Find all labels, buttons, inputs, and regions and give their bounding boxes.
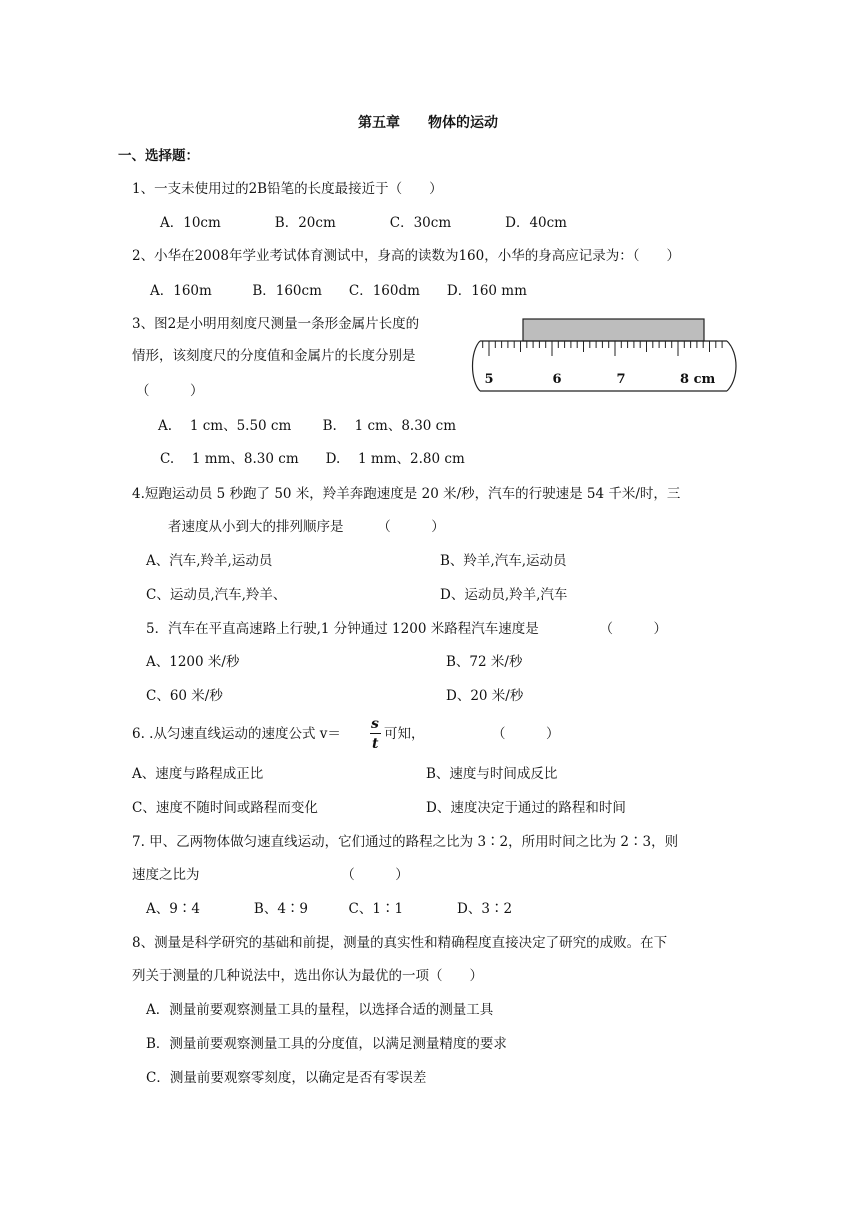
ruler-figure xyxy=(462,316,742,396)
q6-option-b: B、速度与时间成反比 xyxy=(426,766,558,782)
q4-stem-line2: 者速度从小到大的排列顺序是 （ ） xyxy=(168,519,445,535)
q4-option-d: D、运动员,羚羊,汽车 xyxy=(440,587,568,603)
page-title: 第五章 物体的运动 xyxy=(358,115,498,131)
q6-stem-before: 6. .从匀速直线运动的速度公式 v＝ xyxy=(132,726,341,742)
ruler-tick-label-6: 6 xyxy=(552,372,562,387)
q4-option-c: C、运动员,汽车,羚羊、 xyxy=(146,587,287,603)
ruler-tick-label-7: 7 xyxy=(616,372,626,387)
q4-option-a: A、汽车,羚羊,运动员 xyxy=(146,553,273,569)
ruler-tick-label-8: 8 cm xyxy=(680,372,716,387)
q7-stem-line2: 速度之比为 （ ） xyxy=(132,867,409,883)
q3-stem-line2: 情形，该刻度尺的分度值和金属片的长度分别是 xyxy=(132,348,416,364)
q1-options: A．10cm B．20cm C．30cm D．40cm xyxy=(160,215,567,231)
formula-denominator: t xyxy=(372,736,379,752)
q6-option-a: A、速度与路程成正比 xyxy=(132,766,264,782)
q5-option-a: A、1200 米/秒 xyxy=(146,654,240,670)
q6-option-c: C、速度不随时间或路程而变化 xyxy=(132,800,318,816)
q5-option-b: B、72 米/秒 xyxy=(446,654,523,670)
q2-stem: 2、小华在2008年学业考试体育测试中，身高的读数为160，小华的身高应记录为：（ ） xyxy=(132,248,680,264)
q8-stem-line1: 8、测量是科学研究的基础和前提，测量的真实性和精确程度直接决定了研究的成败。在下 xyxy=(132,935,668,951)
ruler-tick-label-5: 5 xyxy=(484,372,494,387)
q4-option-b: B、羚羊,汽车,运动员 xyxy=(440,553,567,569)
ruler-ticks xyxy=(483,341,722,356)
q3-options-cd: C. 1 mm、8.30 cm D. 1 mm、2.80 cm xyxy=(160,451,465,467)
formula-numerator: s xyxy=(371,716,379,732)
q5-stem: 5．汽车在平直高速路上行驶,1 分钟通过 1200 米路程汽车速度是 （ ） xyxy=(146,621,667,637)
q4-stem-line1: 4.短跑运动员 5 秒跑了 50 米，羚羊奔跑速度是 20 米/秒，汽车的行驶速是 54 千米/时，三 xyxy=(132,486,681,502)
q7-options: A、9∶4 B、4∶9 C、1∶1 D、3∶2 xyxy=(146,901,513,917)
q8-stem-line2: 列关于测量的几种说法中，选出你认为最优的一项（ ） xyxy=(132,968,483,984)
q2-options: A．160m B．160cm C．160dm D．160 mm xyxy=(150,283,527,299)
q3-stem-line3: （ ） xyxy=(136,383,204,399)
q3-stem-line1: 3、图2是小明用刻度尺测量一条形金属片长度的 xyxy=(132,316,420,332)
formula-fraction-bar xyxy=(370,733,381,734)
q6-stem-after: 可知， （ ） xyxy=(384,726,560,742)
metal-strip xyxy=(523,319,704,341)
q5-option-d: D、20 米/秒 xyxy=(446,688,524,704)
q8-option-a: A．测量前要观察测量工具的量程，以选择合适的测量工具 xyxy=(146,1002,494,1018)
q6-option-d: D、速度决定于通过的路程和时间 xyxy=(426,800,626,816)
q5-option-c: C、60 米/秒 xyxy=(146,688,223,704)
section-heading: 一、选择题： xyxy=(118,148,199,164)
q3-options-ab: A. 1 cm、5.50 cm B. 1 cm、8.30 cm xyxy=(158,418,457,434)
q8-option-c: C．测量前要观察零刻度，以确定是否有零误差 xyxy=(146,1070,427,1086)
q1-stem: 1、一支未使用过的2B铅笔的长度最接近于（ ） xyxy=(132,181,443,197)
q7-stem-line1: 7. 甲、乙两物体做匀速直线运动，它们通过的路程之比为 3∶2，所用时间之比为 2∶3，则 xyxy=(132,834,679,850)
q8-option-b: B．测量前要观察测量工具的分度值，以满足测量精度的要求 xyxy=(146,1036,507,1052)
